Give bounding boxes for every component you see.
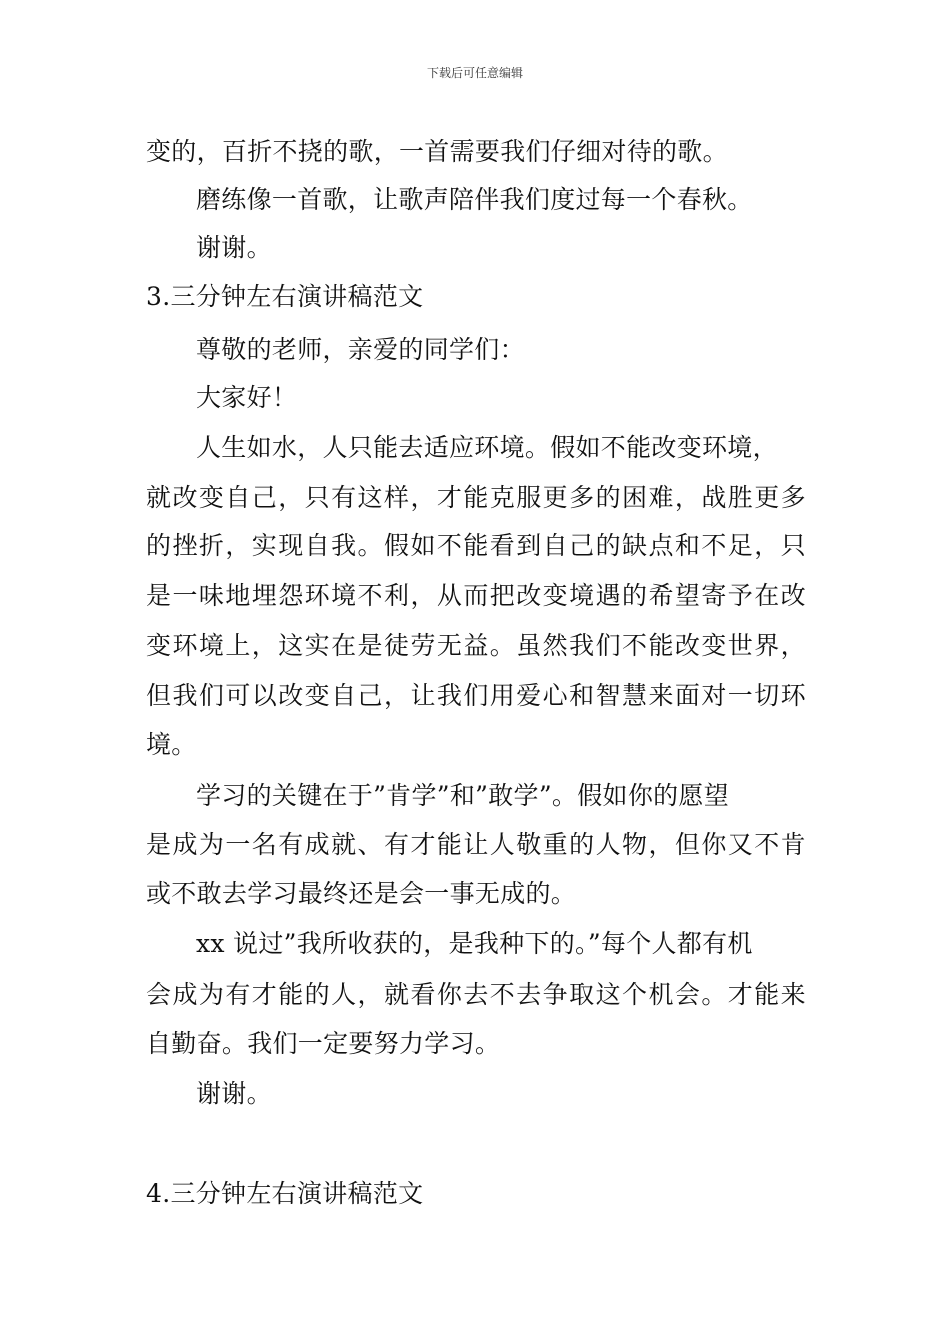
body-line: 就改变自己，只有这样，才能克服更多的困难，战胜更多	[146, 483, 806, 512]
body-line: 学习的关键在于”肯学”和”敢学”。假如你的愿望	[196, 781, 730, 810]
body-line: 自勤奋。我们一定要努力学习。	[146, 1029, 501, 1058]
body-line: 是成为一名有成就、有才能让人敬重的人物，但你又不肯	[146, 830, 806, 859]
body-line: 会成为有才能的人，就看你去不去争取这个机会。才能来	[146, 980, 806, 1009]
body-line: 磨练像一首歌，让歌声陪伴我们度过每一个春秋。	[196, 185, 753, 214]
body-line: 变的，百折不挠的歌，一首需要我们仔细对待的歌。	[146, 137, 728, 166]
body-line: 人生如水，人只能去适应环境。假如不能改变环境，	[196, 433, 778, 462]
section-heading: 4.三分钟左右演讲稿范文	[146, 1179, 424, 1208]
closing-line: 谢谢。	[196, 1079, 272, 1108]
body-line: 但我们可以改变自己，让我们用爱心和智慧来面对一切环	[146, 681, 806, 710]
body-line: 的挫折，实现自我。假如不能看到自己的缺点和不足，只	[146, 531, 806, 560]
body-line: 或不敢去学习最终还是会一事无成的。	[146, 879, 577, 908]
body-line: 是一味地埋怨环境不利，从而把改变境遇的希望寄予在改	[146, 581, 806, 610]
page-header: 下载后可任意编辑	[426, 66, 523, 80]
salutation-line: 尊敬的老师，亲爱的同学们：	[196, 335, 525, 364]
body-line: 变环境上，这实在是徒劳无益。虽然我们不能改变世界，	[146, 631, 806, 660]
body-line: xx 说过”我所收获的，是我种下的。”每个人都有机	[196, 929, 753, 958]
greeting-line: 大家好！	[196, 383, 298, 412]
section-heading: 3.三分钟左右演讲稿范文	[146, 282, 424, 311]
body-line: 境。	[146, 730, 197, 759]
body-line: 谢谢。	[196, 233, 272, 262]
